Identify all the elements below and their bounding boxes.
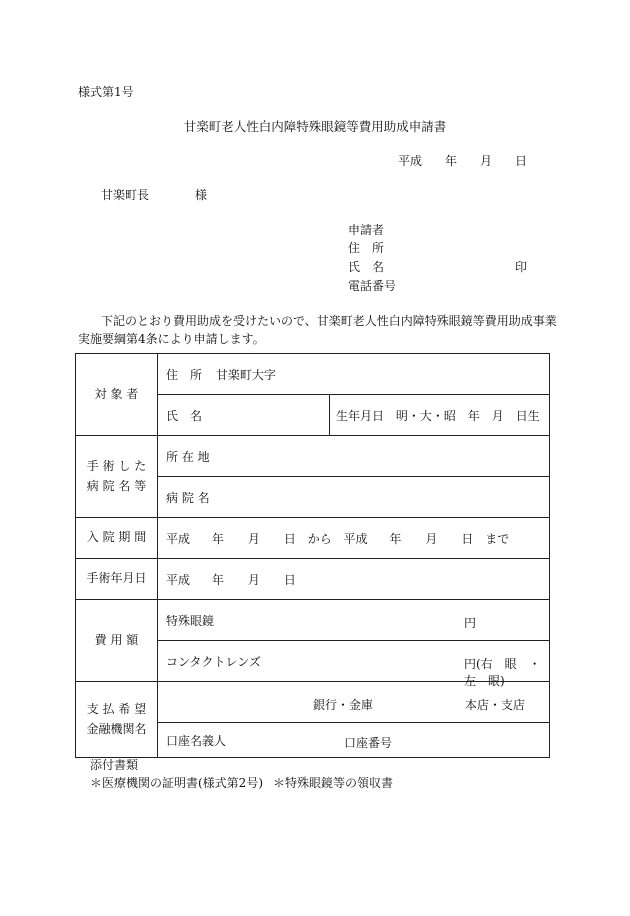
subject-address-value: 甘楽町大字: [215, 367, 276, 382]
cost-glasses-unit: 円: [464, 616, 477, 630]
bank-type: 銀行・金庫: [313, 698, 374, 712]
surgery-date-label-cell: [76, 559, 158, 600]
applicant-address-label: 住 所: [348, 241, 385, 255]
subject-label-cell: [76, 354, 158, 436]
payment-label-cell: [76, 682, 158, 758]
payment-label-line-1: 支 払 希 望: [86, 702, 147, 717]
admission-period-cell[interactable]: [158, 518, 550, 559]
addressee-name: 甘楽町長: [101, 188, 150, 202]
applicant-heading: 申請者: [348, 223, 385, 237]
admission-units-to: 年 月 日: [389, 531, 474, 546]
surgery-date-cell[interactable]: [158, 559, 550, 600]
document-title: 甘楽町老人性白内障特殊眼鏡等費用助成申請書: [183, 119, 447, 134]
admission-row: [76, 518, 550, 559]
cost-glasses-cell[interactable]: [158, 600, 550, 641]
seal-mark: 印: [515, 260, 528, 274]
subject-address-label: 住 所: [166, 367, 203, 382]
admission-era-to: 平成: [343, 531, 368, 546]
applicant-name-label: 氏 名: [348, 260, 385, 274]
cost-glasses-row: [76, 600, 550, 641]
admission-made: まで: [485, 531, 510, 546]
subject-name-label: 氏 名: [166, 408, 203, 423]
cost-label-cell: [76, 600, 158, 682]
subject-name-cell[interactable]: [158, 395, 330, 436]
hospital-name-cell[interactable]: [158, 477, 550, 518]
applicant-phone-label: 電話番号: [348, 279, 397, 293]
birth-units: 年 月 日生: [467, 408, 540, 423]
attachment-item-2: ＊特殊眼鏡等の領収書: [273, 776, 394, 790]
cost-contacts-label: コンタクトレンズ: [166, 654, 261, 669]
admission-units-from: 年 月 日: [211, 531, 296, 546]
application-table: [75, 353, 553, 758]
admission-kara: から: [307, 531, 332, 546]
intro-line-1: 下記のとおり費用助成を受けたいので、甘楽町老人性白内障特殊眼鏡等費用助成事業: [101, 314, 557, 328]
subject-label: 対 象 者: [94, 386, 139, 401]
payment-label-line-2: 金融機関名: [86, 721, 147, 736]
hospital-label-line-1: 手 術 し た: [86, 459, 147, 474]
hospital-label-cell: [76, 436, 158, 518]
birth-label: 生年月日: [336, 408, 385, 423]
hospital-label-line-2: 病 院 名 等: [86, 478, 147, 493]
intro-line-2: 実施要綱第4条により申請します。: [78, 332, 265, 346]
form-number: 様式第1号: [78, 85, 134, 99]
subject-birth-cell[interactable]: [330, 395, 550, 436]
account-number-label: 口座番号: [344, 736, 393, 750]
date-day: 日: [515, 154, 528, 168]
admission-era-from: 平成: [166, 531, 191, 546]
hospital-location-row: [76, 436, 550, 477]
surgery-date-label: 手術年月日: [86, 571, 147, 586]
subject-address-cell[interactable]: [158, 354, 550, 395]
attachment-item-1: ＊医療機関の証明書(様式第2号): [90, 776, 263, 790]
addressee-honorific: 様: [195, 188, 208, 202]
date-year: 年: [445, 154, 458, 168]
admission-label: 入 院 期 間: [86, 530, 147, 545]
branch-type: 本店・支店: [465, 698, 526, 712]
payment-bank-row: [76, 682, 550, 723]
cost-contacts-cell[interactable]: [158, 641, 553, 688]
birth-era: 明・大・昭: [395, 408, 456, 423]
date-month: 月: [480, 154, 493, 168]
cost-label: 費 用 額: [94, 632, 139, 647]
hospital-location-cell[interactable]: [158, 436, 550, 477]
subject-address-row: [76, 354, 550, 395]
surgery-era: 平成: [166, 572, 191, 587]
surgery-units: 年 月 日: [211, 572, 296, 587]
cost-contacts-unit: 円(右 眼 ・ 左 眼): [464, 657, 553, 688]
hospital-name-label: 病 院 名: [166, 490, 210, 505]
payment-bank-cell[interactable]: [158, 682, 550, 723]
date-era: 平成: [398, 154, 423, 168]
hospital-location-label: 所 在 地: [166, 449, 210, 464]
surgery-date-row: [76, 559, 550, 600]
attachments-heading: 添付書類: [90, 758, 139, 772]
admission-label-cell: [76, 518, 158, 559]
cost-glasses-label: 特殊眼鏡: [166, 613, 215, 628]
payment-account-cell[interactable]: [158, 723, 550, 758]
account-name-label: 口座名義人: [166, 733, 227, 748]
